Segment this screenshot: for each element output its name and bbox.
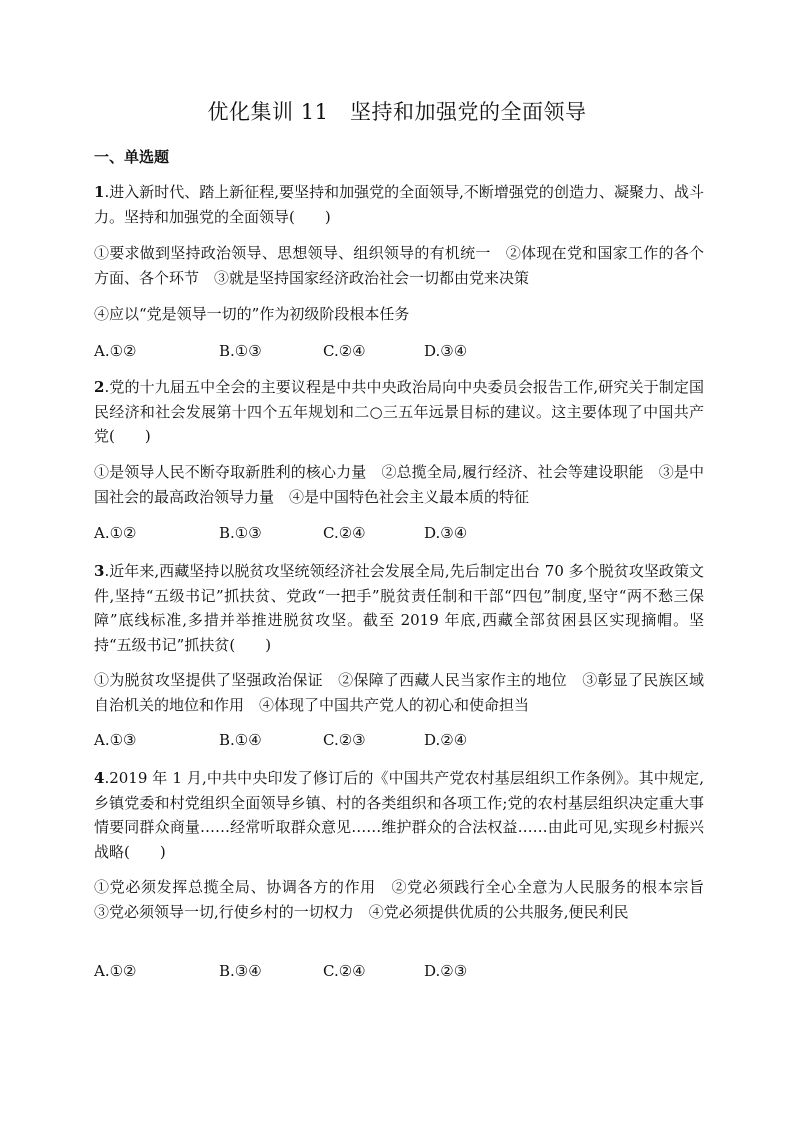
- option-b[interactable]: B.①④: [219, 731, 262, 749]
- question-text: .党的十九届五中全会的主要议程是中共中央政治局向中央委员会报告工作,研究关于制定国民经济和社会发展第十四个五年规划和二○三五年远景目标的建议。这主要体现了中国共产党( ): [94, 378, 704, 445]
- question-1-items-extra: ④应以“党是领导一切的”作为初级阶段根本任务: [94, 305, 410, 323]
- section-heading: 一、单选题: [94, 148, 170, 166]
- question-3-stem: [94, 559, 704, 657]
- question-text: .进入新时代、踏上新征程,要坚持和加强党的全面领导,不断增强党的创造力、凝聚力、战斗力。坚持和加强党的全面领导( ): [94, 183, 704, 226]
- question-4-stem: [94, 766, 704, 864]
- option-c[interactable]: C.②④: [323, 962, 366, 980]
- question-2-stem: [94, 375, 704, 449]
- question-3-options: [94, 731, 594, 751]
- question-1-options: [94, 342, 594, 362]
- option-b[interactable]: B.③④: [219, 962, 262, 980]
- question-number: 3: [94, 562, 105, 580]
- option-c[interactable]: C.②④: [323, 524, 366, 542]
- question-number: 4: [94, 769, 105, 787]
- option-d[interactable]: D.②④: [424, 731, 468, 749]
- option-d[interactable]: D.②③: [424, 962, 468, 980]
- question-4-items: ①党必须发挥总揽全局、协调各方的作用 ②党必须践行全心全意为人民服务的根本宗旨 ③党必须领导一切,行使乡村的一切权力 ④党必须提供优质的公共服务,便民利民: [94, 878, 720, 921]
- question-2-items: ①是领导人民不断夺取新胜利的核心力量 ②总揽全局,履行经济、社会等建设职能 ③是中国社会的最高政治领导力量 ④是中国特色社会主义最本质的特征: [94, 463, 704, 506]
- option-a[interactable]: A.①②: [94, 342, 137, 360]
- question-1-stem: [94, 180, 704, 229]
- option-b[interactable]: B.①③: [219, 342, 262, 360]
- question-2-options: [94, 524, 594, 544]
- option-a[interactable]: A.①②: [94, 962, 137, 980]
- option-a[interactable]: A.①②: [94, 524, 137, 542]
- question-text: .2019 年 1 月,中共中央印发了修订后的《中国共产党农村基层组织工作条例》。其中规定,乡镇党委和村党组织全面领导乡镇、村的各类组织和各项工作;党的农村基层组织决定重大事情要同群众商量……经常听取群众意见……维护群众的合法权益……由此可见,实现乡村振兴战略( ): [94, 769, 704, 861]
- option-c[interactable]: C.②④: [323, 342, 366, 360]
- question-3-items: ①为脱贫攻坚提供了坚强政治保证 ②保障了西藏人民当家作主的地位 ③彰显了民族区域自治机关的地位和作用 ④体现了中国共产党人的初心和使命担当: [94, 671, 704, 714]
- question-number: 2: [94, 378, 105, 396]
- question-number: 1: [94, 183, 105, 201]
- option-c[interactable]: C.②③: [323, 731, 366, 749]
- option-d[interactable]: D.③④: [424, 342, 468, 360]
- page-title: 优化集训 11 坚持和加强党的全面领导: [207, 100, 587, 124]
- option-a[interactable]: A.①③: [94, 731, 137, 749]
- question-1-items: ①要求做到坚持政治领导、思想领导、组织领导的有机统一 ②体现在党和国家工作的各个方面、各个环节 ③就是坚持国家经济政治社会一切都由党来决策: [94, 244, 704, 287]
- option-b[interactable]: B.①③: [219, 524, 262, 542]
- question-4-options: [94, 962, 594, 982]
- option-d[interactable]: D.③④: [424, 524, 468, 542]
- question-text: .近年来,西藏坚持以脱贫攻坚统领经济社会发展全局,先后制定出台 70 多个脱贫攻坚政策文件,坚持“五级书记”抓扶贫、党政“一把手”脱贫责任制和干部“四包”制度,坚守“两不愁三保障”底线标准,多措并举推进脱贫攻坚。截至 2019 年底,西藏全部贫困县区实现摘帽。坚持“五级书记”抓扶贫( ): [94, 562, 704, 654]
